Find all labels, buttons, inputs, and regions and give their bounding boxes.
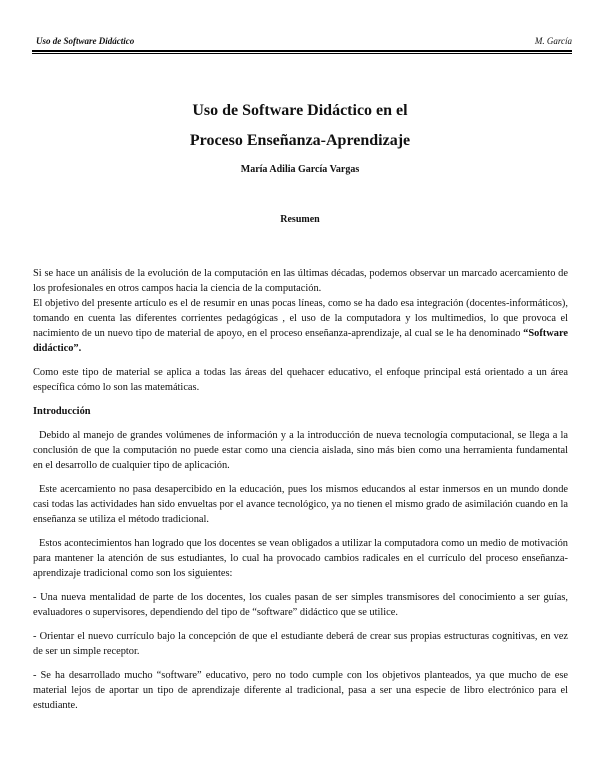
running-header [32,36,572,50]
abstract-paragraph-2-term: “Software didáctico”. [33,328,568,354]
abstract-paragraph-3: Como este tipo de material se aplica a todas las áreas del quehacer educativo, el enfoque principal está orientado a un área específica cómo lo son las matemáticas. [33,367,568,393]
list-item: - Una nueva mentalidad de parte de los docentes, los cuales pasan de ser simples transmisores del conocimiento a ser guías, evaluadores o supervisores, dependiendo del tipo de “software” didáctico que se utilice. [33,592,568,618]
intro-paragraph-2: Este acercamiento no pasa desapercibido en la educación, pues los mismos educandos al estar inmersos en un mundo donde casi todas las actividades han sido envueltas por el avance tecnológico, ya no tienen el mismo grado de asimilación cuando en la enseñanza se utiliza el método tradicional. [33,484,568,525]
paper-title-line-2: Proceso Enseñanza-Aprendizaje [189,132,411,149]
abstract-body [33,266,568,713]
header-rule [32,50,572,54]
list-item: - Se ha desarrollado mucho “software” educativo, pero no todo cumple con los objetivos planteados, ya que mucho de ese material lejos de aportar un tipo de aprendizaje diferente al tradicional, pasa a ser una especie de libro electrónico para el estudiante. [33,670,568,711]
abstract-paragraph-1: Si se hace un análisis de la evolución de la computación en las últimas décadas, podemos observar un marcado acercamiento de los profesionales en otros campos hacia la ciencia de la computación. [33,268,568,294]
paper-title-line-1: Uso de Software Didáctico en el [192,102,408,119]
abstract-paragraph-2-text: El objetivo del presente artículo es el de resumir en unas pocas líneas, como se ha dado esa integración (docentes-informáticos), tomando en cuenta las diferentes corrientes pedagógicas , el uso de la computadora y los multimedios, lo que provoca el nacimiento de un nuevo tipo de material de apoyo, en el proceso enseñanza-aprendizaje, al cual se le ha denominado [33,298,568,339]
abstract-heading: Resumen [280,214,320,225]
running-header-author: M. García [534,36,572,46]
running-header-title: Uso de Software Didáctico [36,36,135,46]
intro-heading: Introducción [33,406,91,417]
author-name: María Adilia García Vargas [240,164,360,175]
intro-paragraph-3: Estos acontecimientos han logrado que los docentes se vean obligados a utilizar la computadora como un medio de motivación para mantener la atención de sus estudiantes, lo cual ha provocado cambios radicales en el currículo del proceso enseñanza-aprendizaje tradicional como son los siguientes: [33,538,568,579]
intro-paragraph-1: Debido al manejo de grandes volúmenes de información y a la introducción de nueva tecnología computacional, se llega a la conclusión de que la computación no puede estar como una ciencia aislada, sino más bien como una herramienta fundamental en el desarrollo de cualquier tipo de aplicación. [33,430,568,471]
abstract-paragraph-2 [33,296,568,356]
list-item: - Orientar el nuevo currículo bajo la concepción de que el estudiante deberá de crear sus propias estructuras cognitivas, en vez de ser un simple receptor. [33,631,568,657]
